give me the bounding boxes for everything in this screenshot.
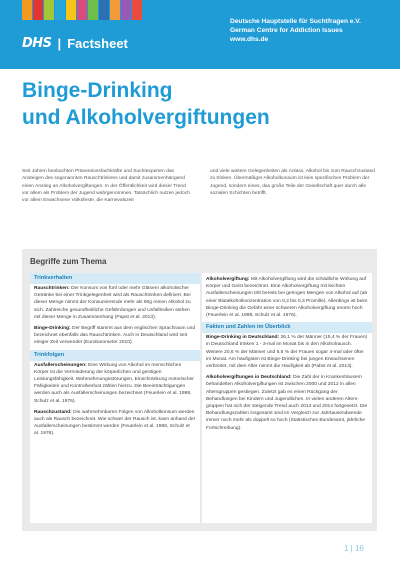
text-alkoholvergiftung: Mit Alkoholvergiftung wird die schädliche Wirkung auf Körper und Geist bezeichnet. Eine Alkoholvergiftung mit leichten Ausfallerscheinungen tritt bereits bei geringen Mengen von Alkohol auf (ab einer Blutalkoholkonzentration von 0,2 bis 0,3 Promille). Allerdings ist beim Binge-Drinking die Gefahr einer schweren Alkoholvergiftung enorm hoch (Feuerlein et al. 1998, Schulz et al. 1976). <box>206 277 368 319</box>
color-stripe <box>77 0 87 20</box>
section-band-trinkfolgen: Trinkfolgen <box>30 350 200 361</box>
color-stripe <box>121 0 131 20</box>
org-url[interactable]: www.dhs.de <box>230 36 269 43</box>
entry-binge-deutschland <box>202 333 372 373</box>
section-band-trinkverhalten: Trinkverhalten <box>30 273 200 284</box>
entry-rauschzustand <box>30 408 200 441</box>
intro-right: und viele weitere Gelegenheiten als Anlass, Alkohol bis zum Rauschzustand zu trinken. Übermäßiger Alkoholkonsum ist kein spezifisches Problem der Jugend, sondern eines, das große Teile der Gesellschaft quer durch alle sozialen Schichten betrifft. <box>210 169 376 196</box>
color-stripe <box>88 0 98 20</box>
color-stripe <box>132 0 142 20</box>
org-name: Deutsche Hauptstelle für Suchtfragen e.V. <box>230 18 361 25</box>
topics-heading: Begriffe zum Thema <box>30 257 107 266</box>
term-rauschzustand: Rauschzustand: <box>34 409 72 415</box>
entry-ausfallerscheinungen <box>30 361 200 408</box>
color-stripes <box>22 0 143 20</box>
entry-vergiftungen-deutschland <box>202 373 372 435</box>
text-binge-drinking: Der Begriff stammt aus dem englischen Sprachraum und bezeichnet ebenfalls das Rauschtrinken. Auch in Deutschland wird seit einiger Zeit verwendet (Eurobarometer 2010). <box>34 326 196 346</box>
page-number: 1 | 16 <box>344 544 364 553</box>
brand <box>22 36 128 51</box>
entry-rauschtrinken <box>30 284 200 324</box>
text-rauschtrinken: Der Konsum von fünf oder mehr Gläsern alkoholischer Getränke bei einer Trinkgelegenheit wird als Rauschtrinken definiert. Bei dieser Menge nimmt der Konsumierende mehr als 50g reinen Alkohol zu sich. Zahlreiche gesundheitliche Gefährdungen und Unfallrisiken stehen mit dieser Menge in Zusammenhang (Papst et al. 2013). <box>34 286 191 320</box>
topics-right-column <box>202 273 372 523</box>
org-name-en: German Centre for Addiction Issues <box>230 27 343 34</box>
term-alkoholvergiftung: Alkoholvergiftung: <box>206 277 250 282</box>
topics-box <box>22 249 377 531</box>
text-binge-deutschland: 26,1 % der Männer (15,4 % der Frauen) in Deutschland trinken 1 - 3-mal im Monat bis in den Alkoholrausch. Weitere 20,6 % der Männer und 6,6 % der Frauen sogar 4-mal oder öfter im Monat. Am häufigsten ist Binge-Drinking bei jungen Erwachsenen verbreitet, mit dem Alter nimmt die Häufigkeit ab (Pabst et al. 2013). <box>206 335 368 370</box>
term-binge-drinking: Binge-Drinking: <box>34 326 71 332</box>
dhs-logo: DHS <box>22 36 52 51</box>
title-line-2: und Alkoholvergiftungen <box>22 106 270 129</box>
color-stripe <box>33 0 43 20</box>
title-line-1: Binge-Drinking <box>22 79 173 102</box>
text-rauschzustand: Die wahrnehmbaren Folgen von Alkoholkonsum werden auch als Rausch bezeichnet. Wie schwer der Rausch ist, kann anhand der Ausfallerscheinungen bestimmt werden (Feuerlein et al. 1998, Schulz et al. 1976). <box>34 409 196 437</box>
entry-binge-drinking <box>30 324 200 350</box>
brand-separator: | <box>57 36 62 51</box>
text-ausfallerscheinungen: Eine Wirkung von Alkohol im menschlichen Körper ist die Verminderung der körperlichen und geistigen Leistungsfähigkeit. Wahrnehmungsstörungen, Einschränkung motorischer Fähigkeiten und Kontrollverlust zählen hierzu. Die Beeinträchtigungen werden auch als Ausfallerscheinungen bezeichnet (Feuerlein et al. 1998, Schulz et al. 1976). <box>34 362 194 404</box>
term-binge-deutschland: Binge-Drinking in Deutschland: <box>206 335 280 341</box>
entry-alkoholvergiftung <box>202 273 372 322</box>
header-banner <box>0 0 400 69</box>
intro-left: Seit Jahren beobachten Präventionsfachkräfte und Suchtexperten das Ansteigen des sogenannten Rauschtrinkens und damit zusammenhängend einen Anstieg an Alkoholvergiftungen. In der Öffentlichkeit wird dieser Trend vor allem als Problem der Jugend wahrgenommen. Tatsächlich nutzen jedoch vor allem Erwachsene Volksfeste, die Karnevalszeit <box>22 169 190 204</box>
color-stripe <box>66 0 76 20</box>
section-band-fakten: Fakten und Zahlen im Überblick <box>202 322 372 333</box>
term-ausfallerscheinungen: Ausfallerscheinungen: <box>34 362 87 368</box>
organization-info <box>230 17 361 44</box>
topics-left-column <box>30 273 200 523</box>
color-stripe <box>22 0 32 20</box>
page-title <box>22 77 270 131</box>
term-rauschtrinken: Rauschtrinken: <box>34 286 70 291</box>
text-vergiftungen-deutschland: Die Zahl der in Krankenhäusern behandelten Alkoholvergiftungen ist zwischen 2000 und 2012 in allen Altersgruppen gestiegen. Zuletzt gab es einen Rückgang der Behandlungen bei Kindern und Jugendlichen. In vielen anderen Altersgruppen hat sich der steigende Trend auch 2013 und 2014 fortgesetzt. Die Behandlungszahlen insgesamt sind im Vergleich zur Jahrtausendwende immer noch mehr als doppelt so hoch (Statistisches Bundesamt, jährliche Fortschreibung). <box>206 375 368 431</box>
color-stripe <box>55 0 65 20</box>
term-vergiftungen-deutschland: Alkoholvergiftungen in Deutschland: <box>206 375 292 381</box>
factsheet-label: Factsheet <box>67 36 128 51</box>
color-stripe <box>110 0 120 20</box>
color-stripe <box>44 0 54 20</box>
color-stripe <box>99 0 109 20</box>
